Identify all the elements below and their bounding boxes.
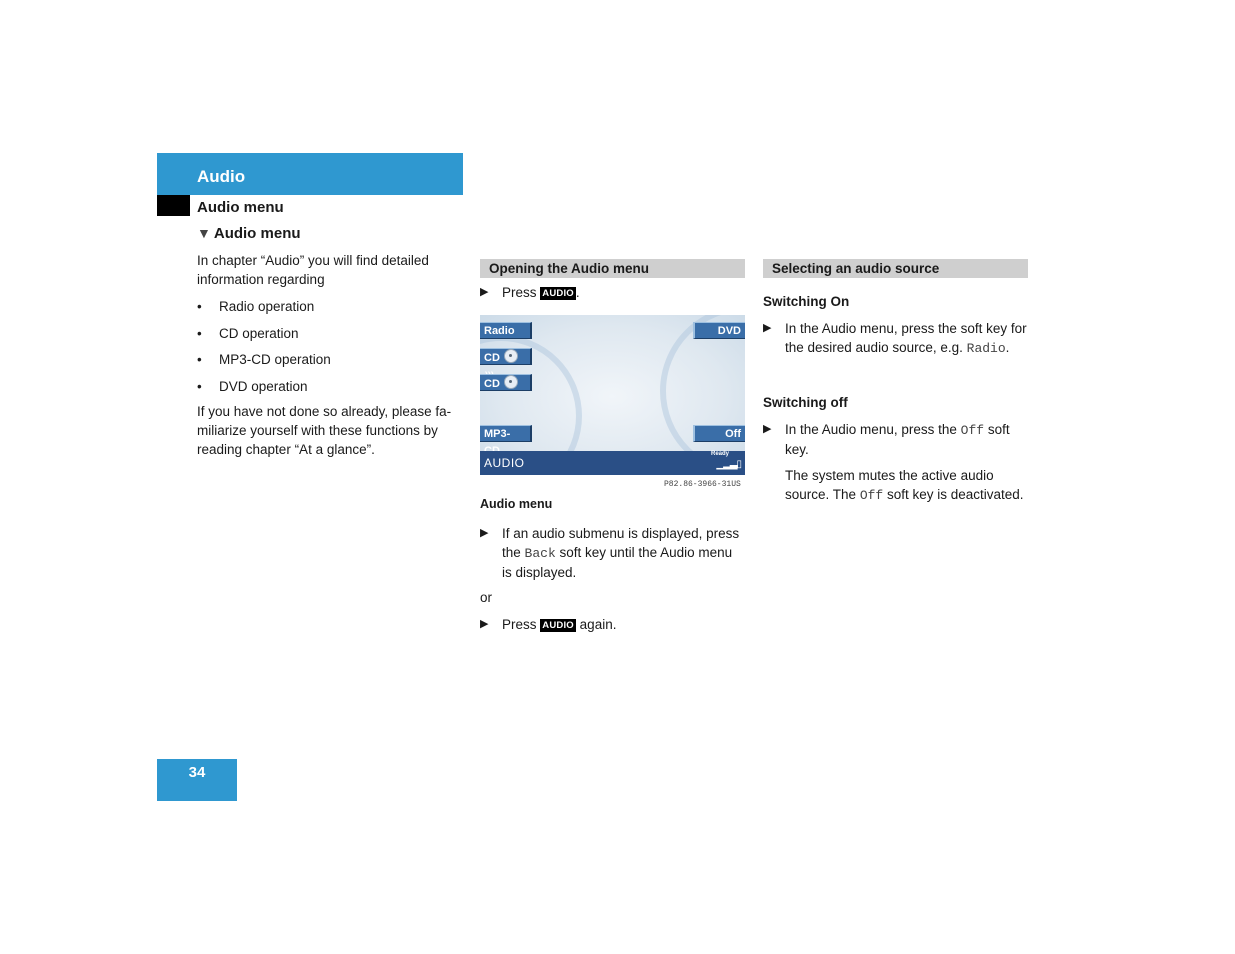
intro-text: In chapter “Audio” you will find detailed information regarding <box>197 253 429 287</box>
section-marker <box>157 195 190 216</box>
audio-key-icon: AUDIO <box>542 288 574 299</box>
softkey-radio: Radio <box>480 322 532 339</box>
mute-note: The system mutes the active audio source. The Off soft key is deactivated. <box>785 468 1024 503</box>
step-switch-off: ▶ In the Audio menu, press the Off soft key. <box>763 422 1010 457</box>
list-item: • CD operation <box>197 325 299 341</box>
selecting-heading: Selecting an audio source <box>763 259 1028 278</box>
switching-off-heading: Switching off <box>763 395 848 410</box>
softkey-mp3cd: MP3- <box>480 425 532 442</box>
disc-icon <box>504 349 518 363</box>
softkey-cd-changer: CD <box>480 348 532 365</box>
audio-screen-illustration <box>480 315 745 475</box>
subsection-label: Audio menu <box>213 225 301 242</box>
figure-caption: Audio menu <box>480 497 553 511</box>
signal-strength-icon: ▁▂▃▯ <box>716 459 741 470</box>
list-item: • MP3-CD operation <box>197 352 331 367</box>
disc-icon <box>504 375 518 389</box>
audio-key-icon: AUDIO <box>542 620 574 631</box>
chapter-title: Audio <box>197 167 246 186</box>
figure-code: P82.86-3966-31US <box>664 480 741 489</box>
outro-text: If you have not done so already, please fa-miliarize yourself with these functions by reading chapter “At a glance”. <box>197 404 452 457</box>
subsection-title <box>197 225 301 242</box>
list-item: • DVD operation <box>197 378 308 394</box>
triangle-down-icon: ▼ <box>197 225 211 241</box>
page-number: 34 <box>157 759 237 801</box>
section-title: Audio menu <box>197 199 284 216</box>
step-switch-on: ▶ In the Audio menu, press the soft key for the desired audio source, e.g. Radio. <box>763 321 1027 356</box>
step-back: ▶ If an audio submenu is displayed, press the Back soft key until the Audio menu is displayed. <box>480 526 740 580</box>
arrow-right-icon: ▶ <box>480 618 489 630</box>
list-item: • Radio operation <box>197 299 315 314</box>
arrow-right-icon: ▶ <box>480 527 489 539</box>
or-text: or <box>480 590 493 605</box>
arrow-right-icon: ▶ <box>763 322 772 334</box>
opening-heading: Opening the Audio menu <box>480 259 745 278</box>
step-press-audio: ▶ Press AUDIO . <box>480 285 580 300</box>
arrow-right-icon: ▶ <box>480 286 489 298</box>
softkey-off: Off <box>693 425 745 442</box>
screen-status-bar: AUDIO Ready ▁▂▃▯ <box>480 451 745 475</box>
topic-list <box>197 297 331 403</box>
switching-on-heading: Switching On <box>763 294 850 309</box>
softkey-cd: CD <box>480 374 532 391</box>
softkey-dvd: DVD <box>693 322 745 339</box>
step-press-again: ▶ Press AUDIO again. <box>480 617 617 632</box>
arrow-right-icon: ▶ <box>763 423 772 435</box>
